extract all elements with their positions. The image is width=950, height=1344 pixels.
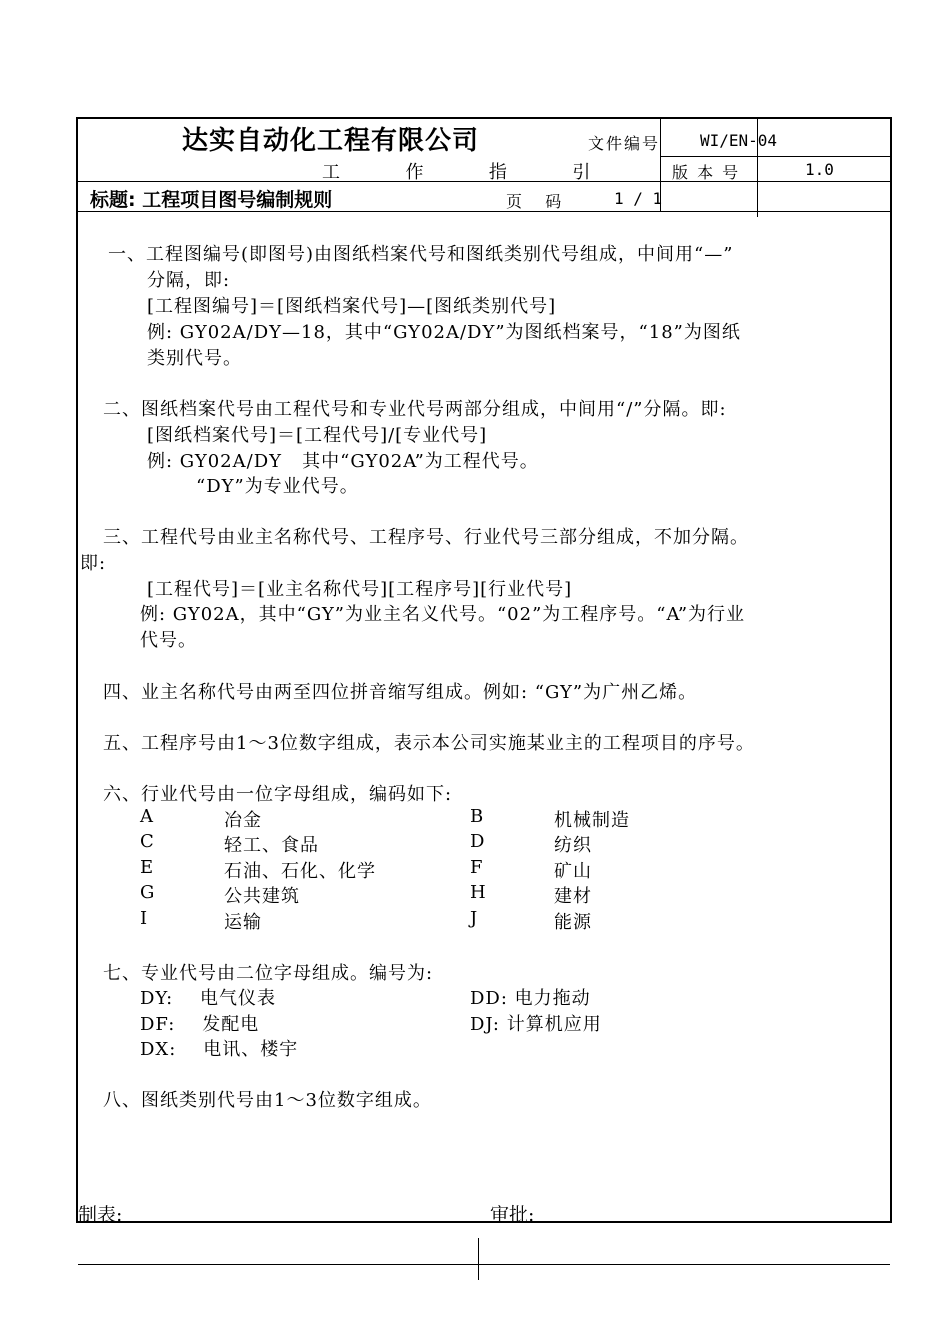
s2-line3: 例: GY02A/DY 其中“GY02A”为工程代号。 (147, 451, 539, 472)
s5-line1: 五、工程序号由1～3位数字组成，表示本公司实施某业主的工程项目的序号。 (103, 733, 755, 754)
approved-by-label: 审批: (490, 1204, 535, 1226)
s2-line1: 二、图纸档案代号由工程代号和专业代号两部分组成，中间用“/”分隔。即: (103, 399, 727, 420)
code-name: 轻工、食品 (224, 835, 319, 856)
code-letter: F (470, 857, 484, 878)
s7-row1-right: DD: 电力拖动 (470, 988, 591, 1009)
doc-no-label: 文件编号 (588, 134, 661, 153)
page-label: 页 码 (506, 192, 564, 211)
header-divider-1 (660, 156, 892, 157)
code-name: 矿山 (554, 861, 592, 882)
code-letter: B (470, 806, 485, 827)
s2-line2: [图纸档案代号]＝[工程代号]/[专业代号] (147, 425, 488, 446)
code-letter: J (470, 908, 479, 929)
code-name: 运输 (224, 912, 262, 933)
code-name: 建材 (554, 886, 592, 907)
code-letter: E (140, 857, 155, 878)
s3-line1: 三、工程代号由业主名称代号、工程序号、行业代号三部分组成，不加分隔。 (103, 527, 749, 548)
s1-line5: 类别代号。 (147, 348, 242, 369)
s7-row2-right: DJ: 计算机应用 (470, 1014, 602, 1035)
code-letter: I (140, 908, 149, 929)
code-letter: D (470, 831, 486, 852)
code-name: 公共建筑 (224, 886, 300, 907)
version-value: 1.0 (805, 160, 834, 179)
code-name: 纺织 (554, 835, 592, 856)
page-value: 1 / 1 (614, 189, 663, 208)
s1-line1: 一、工程图编号(即图号)由图纸档案代号和图纸类别代号组成，中间用“—” (108, 244, 734, 265)
code-letter: H (470, 882, 487, 903)
bottom-divider (478, 1238, 479, 1280)
doc-title: 标题: 工程项目图号编制规则 (90, 189, 333, 211)
s8-line1: 八、图纸类别代号由1～3位数字组成。 (103, 1090, 432, 1111)
subtitle: 工 作 指 引 (322, 162, 609, 183)
s7-row3-left: DX: 电讯、楼宇 (140, 1039, 299, 1060)
s4-line1: 四、业主名称代号由两至四位拼音缩写组成。例如: “GY”为广州乙烯。 (103, 682, 698, 703)
made-by-label: 制表: (78, 1204, 123, 1226)
s7-row1-left: DY: 电气仪表 (140, 988, 277, 1009)
s3-line5: 代号。 (140, 630, 197, 651)
s2-line4: “DY”为专业代号。 (196, 476, 359, 497)
company-name: 达实自动化工程有限公司 (182, 126, 480, 156)
s3-line3: [工程代号]＝[业主名称代号][工程序号][行业代号] (147, 579, 573, 600)
code-letter: G (140, 882, 156, 903)
s1-line3: [工程图编号]＝[图纸档案代号]—[图纸类别代号] (147, 296, 557, 317)
s1-line4: 例: GY02A/DY—18，其中“GY02A/DY”为图纸档案号，“18”为图纸 (147, 322, 741, 343)
code-name: 冶金 (224, 810, 262, 831)
s7-row2-left: DF: 发配电 (140, 1014, 260, 1035)
code-name: 能源 (554, 912, 592, 933)
doc-no-value: WI/EN-04 (700, 131, 778, 150)
s6-line1: 六、行业代号由一位字母组成，编码如下: (103, 784, 453, 805)
s3-line2: 即: (80, 553, 107, 574)
s3-line4: 例: GY02A，其中“GY”为业主名义代号。“02”为工程序号。“A”为行业 (140, 604, 746, 625)
code-name: 机械制造 (554, 810, 630, 831)
bottom-rule (78, 1264, 890, 1265)
code-letter: A (140, 806, 154, 827)
code-name: 石油、石化、化学 (224, 861, 376, 882)
code-letter: C (140, 831, 155, 852)
version-label: 版 本 号 (672, 163, 741, 182)
s7-line1: 七、专业代号由二位字母组成。编号为: (103, 963, 434, 984)
s1-line2: 分隔，即: (147, 270, 231, 291)
